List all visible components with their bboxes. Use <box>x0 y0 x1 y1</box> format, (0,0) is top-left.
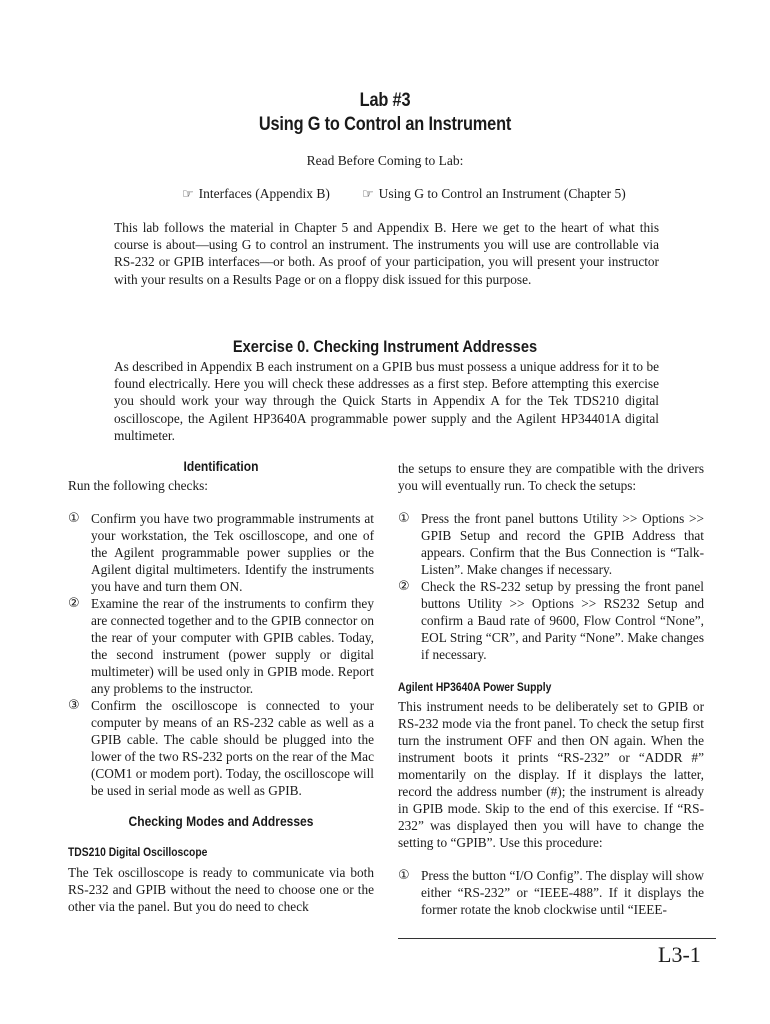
circled-number: ① <box>398 868 410 883</box>
power-supply-heading: Agilent HP3640A Power Supply <box>398 680 552 694</box>
setup-steps-list <box>398 510 704 663</box>
modes-heading: Checking Modes and Addresses <box>128 813 314 829</box>
list-item-text: Press the button “I/O Config”. The display will show either “RS-232” or “IEEE-488”. If it displays the former rotate the knob clockwise until “IEEE- <box>421 868 704 917</box>
identification-lead: Run the following checks: <box>68 478 208 493</box>
procedure-list <box>398 867 704 918</box>
circled-number: ② <box>68 596 80 611</box>
power-supply-paragraph: This instrument needs to be deliberately set to GPIB or RS-232 mode via the front panel. To check the setup first turn the instrument OFF and then ON again. When the instrument boots it prints “RS-232” or “ADDR #” momentarily on the display. If it displays the latter, record the address number (#); the instrument is already in GPIB mode. Skip to the end of this exercise. If “RS-232” was displayed then you will have to change the setting to “GPIB”. Use this procedure: <box>398 699 704 850</box>
circled-number: ① <box>68 511 80 526</box>
list-item <box>68 697 374 799</box>
page-number: L3-1 <box>658 942 701 967</box>
list-item-text: Confirm you have two programmable instruments at your workstation, the Tek oscilloscope, and one of the Agilent programmable power supplies or the Agilent digital multimeters. Identify the instruments you have and turn them ON. <box>91 511 374 594</box>
reference-label: Using G to Control an Instrument (Chapter 5) <box>378 186 626 201</box>
list-item-text: Check the RS-232 setup by pressing the front panel buttons Utility >> Options >> RS232 Setup and confirm a Baud rate of 9600, Flow Control “None”, EOL String “CR”, and Parity “None”. Make changes if necessary. <box>421 579 704 662</box>
list-item-text: Examine the rear of the instruments to confirm they are connected together and to the GPIB connector on the rear of your computer with GPIB cables. Today, the second instrument (power supply or digital multimeter) will be used only in GPIB mode. Report any problems to the instructor. <box>91 596 374 696</box>
tds210-heading: TDS210 Digital Oscilloscope <box>68 845 208 859</box>
read-before-label: Read Before Coming to Lab: <box>306 153 464 168</box>
reference-chapter-5 <box>362 186 626 202</box>
checks-list <box>68 510 374 799</box>
exercise-title: Exercise 0. Checking Instrument Addresses <box>232 337 538 356</box>
pointing-hand-icon: ☞ <box>182 187 194 202</box>
lab-number-title: Lab #3 <box>359 90 411 111</box>
tds210-paragraph: The Tek oscilloscope is ready to communicate via both RS-232 and GPIB without the need to choose one or the other via the panel. But you do need to check <box>68 865 374 914</box>
identification-heading: Identification <box>183 458 259 474</box>
list-item-text: Confirm the oscilloscope is connected to your computer by means of an RS-232 cable as well as a GPIB cable. The cable should be plugged into the lower of the two RS-232 ports on the rear of the Mac (COM1 or modem port). Today, the oscilloscope will be used in serial mode as well as GPIB. <box>91 698 374 798</box>
reference-appendix-b <box>182 186 330 202</box>
circled-number: ② <box>398 579 410 594</box>
circled-number: ① <box>398 511 410 526</box>
reference-label: Interfaces (Appendix B) <box>198 186 330 201</box>
right-column <box>398 460 704 918</box>
list-item <box>398 510 704 578</box>
exercise-paragraph: As described in Appendix B each instrument on a GPIB bus must possess a unique address for it to be found electrically. Here you will check these addresses as a first step. Before attempting this exercise you should work your way through the Quick Starts in Appendix A for the Tek TDS210 digital oscilloscope, the Agilent HP3640A programmable power supply and the Agilent HP34401A digital multimeter. <box>114 359 659 443</box>
intro-paragraph: This lab follows the material in Chapter 5 and Appendix B. Here we get to the heart of what this course is about—using G to control an instrument. The instruments you will use are controllable via RS-232 or GPIB interfaces—or both. As proof of your participation, you will present your instructor with your results on a Results Page or on a floppy disk issued for this purpose. <box>114 220 659 287</box>
list-item <box>68 595 374 697</box>
list-item-text: Press the front panel buttons Utility >> Options >> GPIB Setup and record the GPIB Address that appears. Confirm that the Bus Connection is “Talk-Listen”. Make changes if necessary. <box>421 511 704 577</box>
list-item <box>68 510 374 595</box>
lab-title: Using G to Control an Instrument <box>258 114 512 135</box>
circled-number: ③ <box>68 698 80 713</box>
list-item <box>398 867 704 918</box>
setup-continuation: the setups to ensure they are compatible with the drivers you will eventually run. To check the setups: <box>398 461 704 493</box>
footer-rule <box>398 938 716 939</box>
list-item <box>398 578 704 663</box>
left-column <box>68 458 374 915</box>
pointing-hand-icon: ☞ <box>362 187 374 202</box>
